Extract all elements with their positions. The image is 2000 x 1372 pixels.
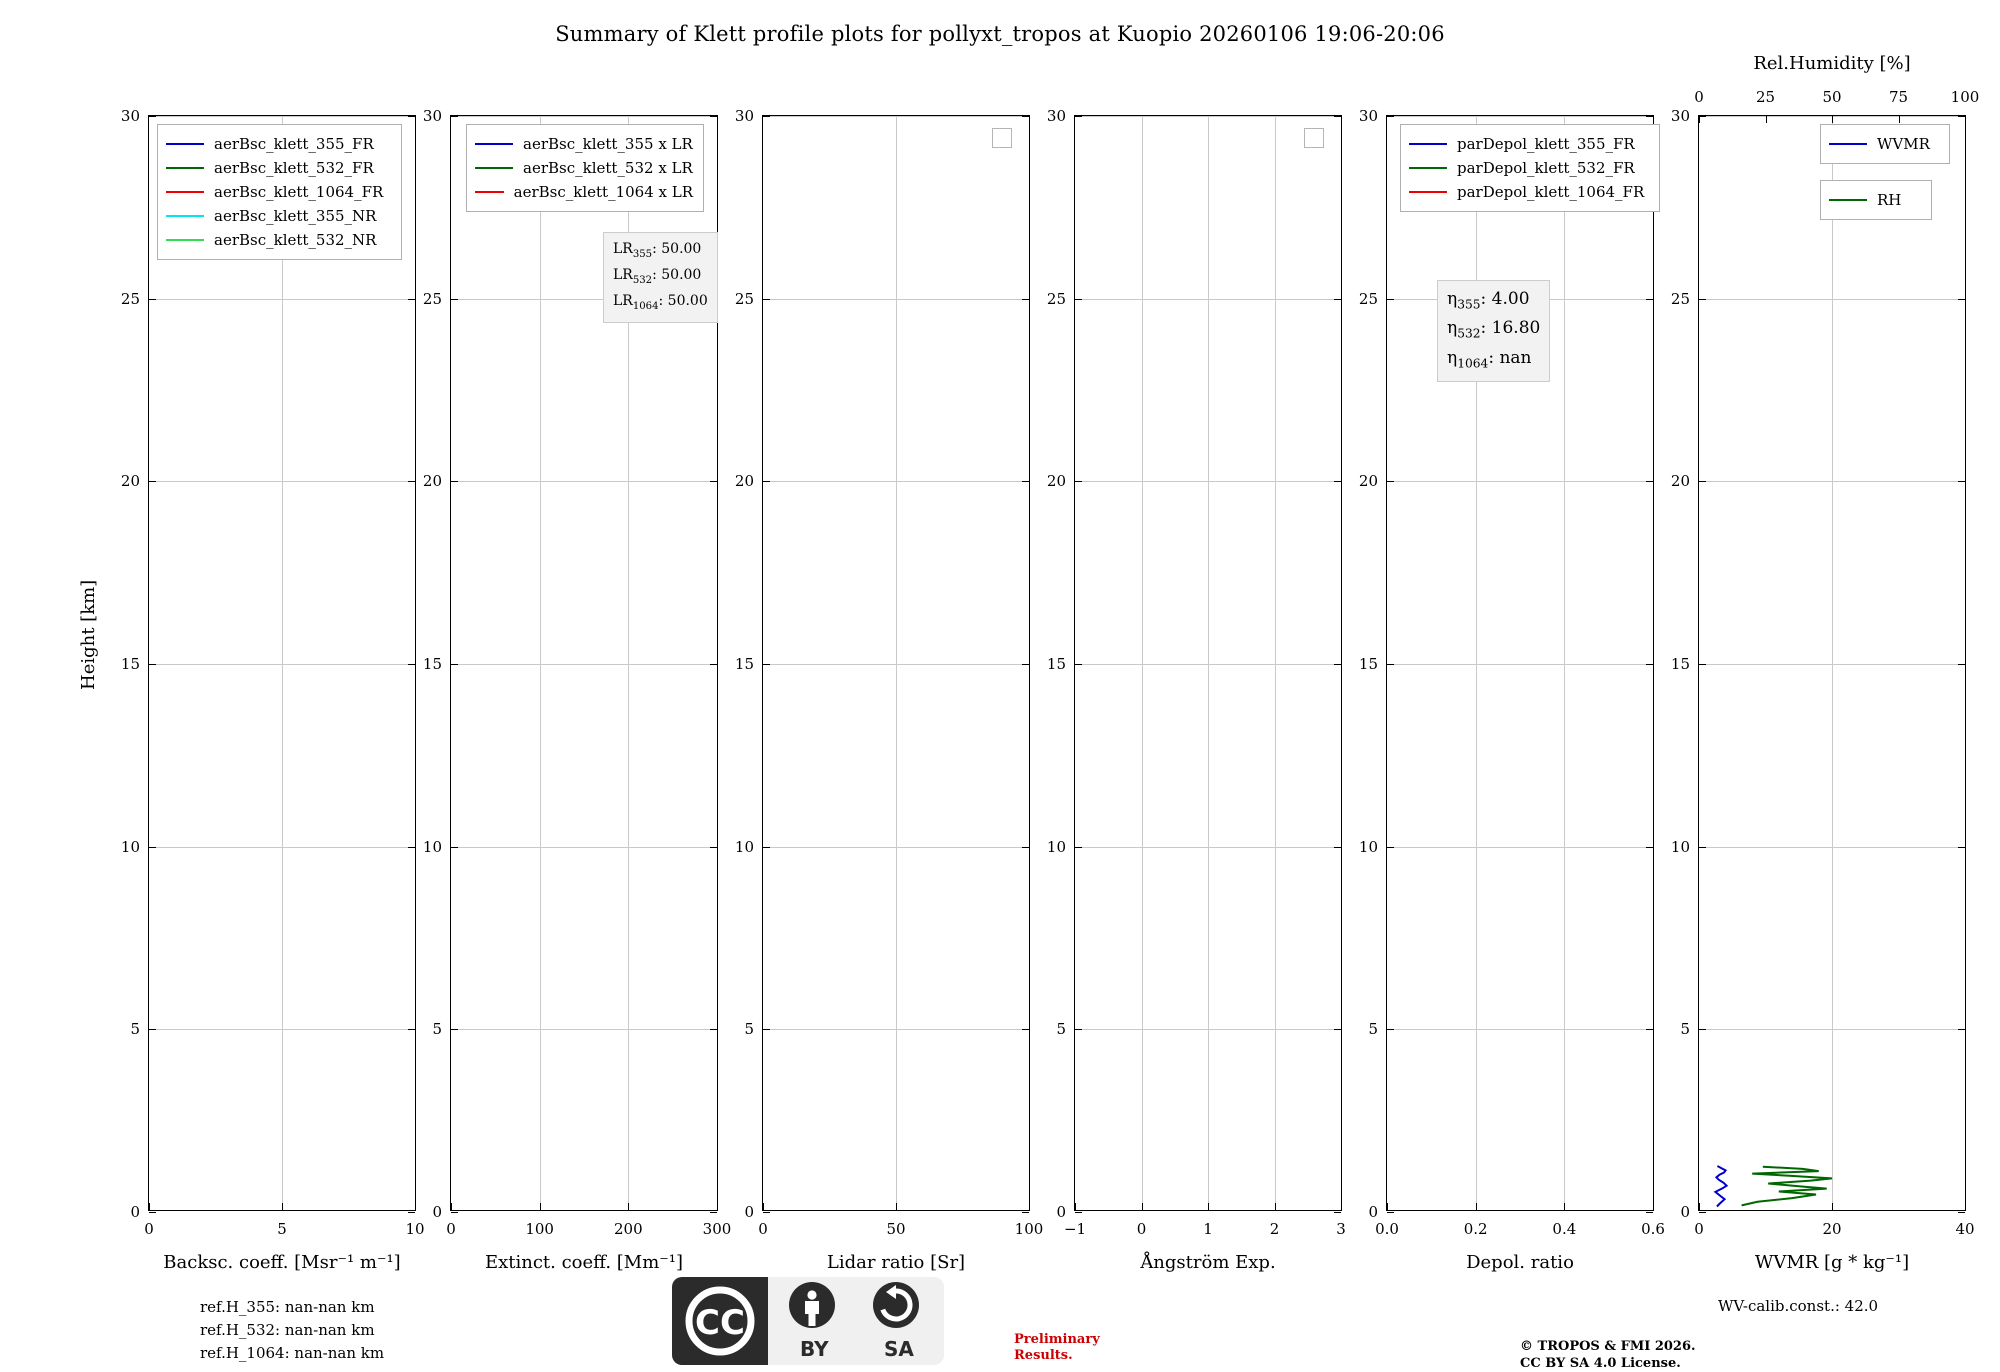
- x-tick-label: 300: [702, 1220, 732, 1238]
- y-tickmark: [1646, 116, 1653, 117]
- y-tickmark: [1075, 664, 1082, 665]
- legend-item[interactable]: [1409, 156, 1649, 180]
- y-tick-label: 15: [120, 655, 140, 673]
- y-tick-label: 20: [120, 472, 140, 491]
- x-tick-label-top: 50: [1822, 88, 1842, 106]
- y-tick-label: 10: [1358, 837, 1378, 856]
- x-tick-label: 0: [446, 1220, 456, 1238]
- y-tickmark: [1022, 116, 1029, 117]
- y-tickmark: [451, 1029, 458, 1030]
- y-tickmark: [1022, 299, 1029, 300]
- y-tickmark: [1334, 664, 1341, 665]
- y-tickmark: [1075, 847, 1082, 848]
- y-tick-label: 20: [1670, 472, 1690, 491]
- y-tickmark: [451, 116, 458, 117]
- x-tickmark-top: [1965, 116, 1966, 123]
- legend-angstrom-empty[interactable]: [1304, 128, 1324, 148]
- legend-color-swatch: [475, 167, 513, 169]
- wv-calibration-constant: WV-calib.const.: 42.0: [1718, 1297, 1879, 1315]
- y-tickmark: [1387, 664, 1394, 665]
- ref-h-532: ref.H_532: nan-nan km: [200, 1321, 375, 1339]
- legend-item[interactable]: [475, 156, 693, 180]
- gridline-vertical: [1208, 116, 1209, 1210]
- x-tick-label: 0.0: [1375, 1220, 1399, 1238]
- y-tickmark: [1387, 847, 1394, 848]
- series-line: [1715, 1166, 1726, 1207]
- legend-item-label: parDepol_klett_532_FR: [1457, 159, 1635, 177]
- x-tick-label: 0.6: [1641, 1220, 1665, 1238]
- y-tick-label: 20: [734, 472, 754, 491]
- legend-item[interactable]: [166, 204, 391, 228]
- y-tickmark: [408, 299, 415, 300]
- y-tick-label: 15: [1046, 655, 1066, 673]
- lidar-ratio-values-box: $LR_{355}$: 50.00 $LR_{532}$: 50.00 $LR_{1064}$: 50.00: [603, 232, 718, 323]
- y-tickmark: [763, 847, 770, 848]
- cc-by-icon: [768, 1277, 856, 1339]
- y-tick-label: 15: [734, 655, 754, 673]
- gridline-vertical: [540, 116, 541, 1210]
- gridline-horizontal: [1387, 1029, 1653, 1030]
- x-axis-label-rel-humidity: Rel.Humidity [%]: [1753, 53, 1911, 74]
- y-tick-label: 0: [744, 1203, 754, 1221]
- y-tickmark: [451, 1212, 458, 1213]
- gridline-horizontal: [1387, 664, 1653, 665]
- x-tick-label: 1: [1203, 1220, 1213, 1238]
- y-axis-label: Height [km]: [78, 579, 99, 690]
- y-tickmark: [1334, 299, 1341, 300]
- y-tick-label: 25: [422, 289, 442, 308]
- y-tick-label: 30: [1670, 107, 1690, 125]
- y-tickmark: [149, 116, 156, 117]
- svg-text:CC: CC: [695, 1303, 745, 1343]
- x-tickmark: [763, 1203, 764, 1210]
- gridline-horizontal: [1387, 116, 1653, 117]
- legend-item[interactable]: [1829, 188, 1921, 212]
- y-tickmark: [1387, 116, 1394, 117]
- y-tick-label: 20: [1046, 472, 1066, 491]
- x-tick-label-top: 100: [1950, 88, 1980, 106]
- y-tickmark: [763, 299, 770, 300]
- y-tick-label: 20: [422, 472, 442, 491]
- legend-item[interactable]: [475, 132, 693, 156]
- x-tick-label: 5: [277, 1220, 287, 1238]
- y-tickmark: [149, 1212, 156, 1213]
- y-tick-label: 20: [1358, 472, 1378, 491]
- x-tickmark: [628, 1203, 629, 1210]
- legend-extinction[interactable]: [466, 124, 704, 212]
- y-tick-label: 30: [734, 107, 754, 125]
- legend-item-label: aerBsc_klett_532_NR: [214, 231, 377, 249]
- x-tickmark: [1387, 1203, 1388, 1210]
- legend-depol-ratio[interactable]: [1400, 124, 1660, 212]
- gridline-horizontal: [1387, 481, 1653, 482]
- x-tickmark: [540, 1203, 541, 1210]
- gridline-vertical: [896, 116, 897, 1210]
- x-tick-label: 40: [1955, 1220, 1975, 1238]
- legend-item[interactable]: [166, 156, 391, 180]
- panel-backscatter: [120, 107, 425, 1273]
- y-tickmark: [408, 664, 415, 665]
- legend-item-label: aerBsc_klett_532 x LR: [523, 159, 693, 177]
- y-tickmark: [1646, 299, 1653, 300]
- legend-item-label: RH: [1877, 191, 1902, 209]
- y-tick-label: 30: [1358, 107, 1378, 125]
- legend-color-swatch: [166, 191, 204, 193]
- legend-color-swatch: [166, 143, 204, 145]
- y-tickmark: [1334, 1212, 1341, 1213]
- y-tick-label: 25: [1670, 289, 1690, 308]
- y-tickmark: [1334, 847, 1341, 848]
- x-tickmark: [451, 1203, 452, 1210]
- copyright-note: © TROPOS & FMI 2026. CC BY SA 4.0 License.: [1520, 1339, 1696, 1371]
- legend-lidar-ratio-empty[interactable]: [992, 128, 1012, 148]
- legend-color-swatch: [1829, 143, 1867, 145]
- x-tickmark: [1476, 1203, 1477, 1210]
- x-tick-label: 2: [1269, 1220, 1280, 1238]
- legend-item[interactable]: [1409, 180, 1649, 204]
- y-tickmark: [408, 481, 415, 482]
- gridline-vertical: [282, 116, 283, 1210]
- y-tickmark: [1022, 1212, 1029, 1213]
- x-tick-label: 50: [886, 1220, 906, 1238]
- x-tickmark: [1075, 1203, 1076, 1210]
- x-tickmark: [1208, 1203, 1209, 1210]
- legend-item[interactable]: [166, 228, 391, 252]
- y-tickmark: [710, 664, 717, 665]
- legend-item[interactable]: [1829, 132, 1939, 156]
- y-tickmark: [1075, 1029, 1082, 1030]
- gridline-horizontal: [1387, 847, 1653, 848]
- x-tick-label: 100: [525, 1220, 554, 1238]
- y-tickmark: [763, 664, 770, 665]
- legend-wvmr[interactable]: [1820, 124, 1950, 164]
- y-tickmark: [451, 664, 458, 665]
- x-axis-label-depol-ratio: Depol. ratio: [1466, 1252, 1574, 1273]
- legend-item-label: aerBsc_klett_1064_FR: [214, 183, 384, 201]
- x-axis-label-lidar-ratio: Lidar ratio [Sr]: [826, 1252, 966, 1273]
- y-tickmark: [149, 664, 156, 665]
- x-tick-label-top: 0: [1694, 88, 1704, 106]
- y-tick-label: 10: [422, 837, 442, 856]
- legend-rh[interactable]: [1820, 180, 1932, 220]
- x-tickmark: [1564, 1203, 1565, 1210]
- legend-backscatter[interactable]: [157, 124, 402, 260]
- y-tickmark: [763, 481, 770, 482]
- y-tick-label: 0: [432, 1203, 442, 1221]
- gridline-vertical: [1564, 116, 1565, 1210]
- y-tick-label: 5: [130, 1020, 140, 1039]
- y-tick-label: 15: [422, 655, 442, 673]
- x-tick-label: 100: [1014, 1220, 1044, 1238]
- y-tickmark: [710, 116, 717, 117]
- y-tick-label: 30: [120, 107, 140, 125]
- y-tickmark: [451, 481, 458, 482]
- legend-item-label: parDepol_klett_355_FR: [1457, 135, 1635, 153]
- y-tickmark: [1387, 481, 1394, 482]
- legend-color-swatch: [1409, 143, 1447, 145]
- y-tickmark: [710, 481, 717, 482]
- y-tick-label: 25: [120, 289, 140, 308]
- x-tickmark: [415, 1203, 416, 1210]
- x-tick-label: 0.2: [1463, 1220, 1488, 1238]
- x-tick-label: 10: [405, 1220, 425, 1238]
- y-tickmark: [710, 847, 717, 848]
- y-tickmark: [1022, 481, 1029, 482]
- y-tick-label: 25: [1046, 289, 1066, 308]
- ref-h-1064: ref.H_1064: nan-nan km: [200, 1344, 385, 1362]
- y-tick-label: 10: [1046, 837, 1066, 856]
- y-tick-label: 5: [1056, 1020, 1066, 1039]
- y-tickmark: [763, 1212, 770, 1213]
- y-tick-label: 15: [1358, 655, 1378, 673]
- gridline-horizontal: [451, 1029, 717, 1030]
- panel-wvmr-rh: [1670, 53, 1980, 1273]
- x-tick-label-top: 25: [1755, 88, 1776, 106]
- x-axis-label-wvmr: WVMR [g * kg⁻¹]: [1754, 1252, 1910, 1273]
- y-tickmark: [1387, 299, 1394, 300]
- y-tick-label: 5: [744, 1020, 754, 1039]
- legend-color-swatch: [475, 143, 513, 145]
- legend-color-swatch: [475, 191, 504, 193]
- x-tickmark: [1029, 1203, 1030, 1210]
- y-tickmark: [1646, 481, 1653, 482]
- x-tick-label: 0: [144, 1220, 154, 1238]
- y-tick-label: 30: [1046, 107, 1066, 125]
- x-tick-label: 0: [1694, 1220, 1704, 1238]
- y-tick-label: 30: [422, 107, 442, 125]
- y-tick-label: 10: [1670, 837, 1690, 856]
- legend-color-swatch: [1409, 191, 1447, 193]
- legend-item-label: aerBsc_klett_355_FR: [214, 135, 374, 153]
- y-tick-label: 15: [1670, 655, 1690, 673]
- legend-color-swatch: [1829, 199, 1867, 201]
- y-tickmark: [1022, 1029, 1029, 1030]
- y-tickmark: [149, 299, 156, 300]
- legend-item-label: aerBsc_klett_532_FR: [214, 159, 374, 177]
- y-tickmark: [1387, 1212, 1394, 1213]
- y-tick-label: 25: [734, 289, 754, 308]
- legend-item[interactable]: [1409, 132, 1649, 156]
- y-tickmark: [1334, 116, 1341, 117]
- page-title: Summary of Klett profile plots for pollyxt_tropos at Kuopio 20260106 19:06-20:06: [555, 22, 1445, 46]
- y-tickmark: [408, 1029, 415, 1030]
- y-tick-label: 0: [130, 1203, 140, 1221]
- y-tickmark: [1699, 1212, 1706, 1213]
- legend-color-swatch: [1409, 167, 1447, 169]
- x-tick-label: 200: [614, 1220, 643, 1238]
- cc-sa-label: SA: [884, 1337, 914, 1361]
- gridline-horizontal: [451, 847, 717, 848]
- x-axis-label-extinction: Extinct. coeff. [Mm⁻¹]: [484, 1252, 684, 1273]
- cc-by-label: BY: [800, 1337, 829, 1361]
- x-axis-label-backscatter: Backsc. coeff. [Msr⁻¹ m⁻¹]: [163, 1252, 401, 1273]
- reference-heights-box: [200, 1296, 384, 1365]
- x-tick-label: 3: [1336, 1220, 1346, 1238]
- y-tickmark: [1646, 664, 1653, 665]
- y-tickmark: [408, 116, 415, 117]
- series-plot: [1699, 116, 1965, 1212]
- panel-angstrom: [1046, 107, 1346, 1273]
- x-tickmark: [1653, 1203, 1654, 1210]
- x-tickmark: [717, 1203, 718, 1210]
- y-tick-label: 5: [1368, 1020, 1378, 1039]
- x-tick-label: 0.4: [1552, 1220, 1577, 1238]
- y-tickmark: [1334, 1029, 1341, 1030]
- y-tick-label: 0: [1680, 1203, 1690, 1221]
- y-tickmark: [1022, 847, 1029, 848]
- cc-logo-icon: [672, 1277, 768, 1365]
- legend-color-swatch: [166, 215, 204, 217]
- x-tick-label: 20: [1822, 1220, 1842, 1238]
- y-tick-label: 0: [1056, 1203, 1066, 1221]
- y-tickmark: [1022, 664, 1029, 665]
- series-line: [1742, 1167, 1832, 1206]
- x-tickmark: [896, 1203, 897, 1210]
- x-tickmark: [1341, 1203, 1342, 1210]
- legend-item[interactable]: [475, 180, 693, 204]
- x-tickmark: [1275, 1203, 1276, 1210]
- y-tick-label: 25: [1358, 289, 1378, 308]
- y-tick-label: 0: [1368, 1203, 1378, 1221]
- x-tickmark: [149, 1203, 150, 1210]
- x-tick-label: 0: [1136, 1220, 1147, 1238]
- ref-h-355: ref.H_355: nan-nan km: [200, 1298, 375, 1316]
- gridline-horizontal: [451, 664, 717, 665]
- cc-license-badge: [672, 1277, 944, 1365]
- legend-item-label: aerBsc_klett_1064 x LR: [513, 183, 693, 201]
- y-tickmark: [451, 847, 458, 848]
- eta-values-box: $\eta_{355}$: 4.00 $\eta_{532}$: 16.80 $\eta_{1064}$: nan: [1437, 280, 1550, 382]
- preliminary-results-note: Preliminary Results.: [1014, 1332, 1100, 1363]
- legend-color-swatch: [166, 167, 204, 169]
- x-tick-label: −1: [1063, 1220, 1087, 1238]
- cc-sa-icon: [852, 1277, 940, 1339]
- legend-color-swatch: [166, 239, 204, 241]
- y-tick-label: 5: [1680, 1020, 1690, 1039]
- y-tickmark: [1646, 847, 1653, 848]
- y-tickmark: [149, 1029, 156, 1030]
- y-tickmark: [763, 116, 770, 117]
- gridline-horizontal: [451, 116, 717, 117]
- legend-item-label: parDepol_klett_1064_FR: [1457, 183, 1645, 201]
- y-tickmark: [763, 1029, 770, 1030]
- x-tickmark: [282, 1203, 283, 1210]
- x-tick-label-top: 75: [1888, 88, 1909, 106]
- y-tickmark: [1646, 1029, 1653, 1030]
- y-tickmark: [1334, 481, 1341, 482]
- legend-item-label: WVMR: [1877, 135, 1930, 153]
- gridline-vertical: [1142, 116, 1143, 1210]
- gridline-horizontal: [451, 481, 717, 482]
- y-tickmark: [1958, 1212, 1965, 1213]
- y-tickmark: [1075, 299, 1082, 300]
- y-tickmark: [408, 847, 415, 848]
- x-tick-label: 0: [758, 1220, 768, 1238]
- x-tickmark: [1965, 1203, 1966, 1210]
- legend-item[interactable]: [166, 180, 391, 204]
- y-tickmark: [1075, 481, 1082, 482]
- y-tickmark: [710, 1212, 717, 1213]
- legend-item-label: aerBsc_klett_355_NR: [214, 207, 377, 225]
- y-tickmark: [710, 1029, 717, 1030]
- y-tick-label: 10: [120, 837, 140, 856]
- y-tickmark: [1075, 116, 1082, 117]
- y-tickmark: [149, 847, 156, 848]
- panel-lidar-ratio: [734, 107, 1044, 1273]
- y-tickmark: [1075, 1212, 1082, 1213]
- gridline-vertical: [1275, 116, 1276, 1210]
- y-tickmark: [408, 1212, 415, 1213]
- legend-item-label: aerBsc_klett_355 x LR: [523, 135, 693, 153]
- y-tickmark: [149, 481, 156, 482]
- y-tickmark: [451, 299, 458, 300]
- y-tickmark: [1646, 1212, 1653, 1213]
- y-tick-label: 10: [734, 837, 754, 856]
- y-tick-label: 5: [432, 1020, 442, 1039]
- y-tickmark: [1387, 1029, 1394, 1030]
- x-tickmark: [1142, 1203, 1143, 1210]
- x-axis-label-angstrom: Ångström Exp.: [1140, 1252, 1276, 1273]
- legend-item[interactable]: [166, 132, 391, 156]
